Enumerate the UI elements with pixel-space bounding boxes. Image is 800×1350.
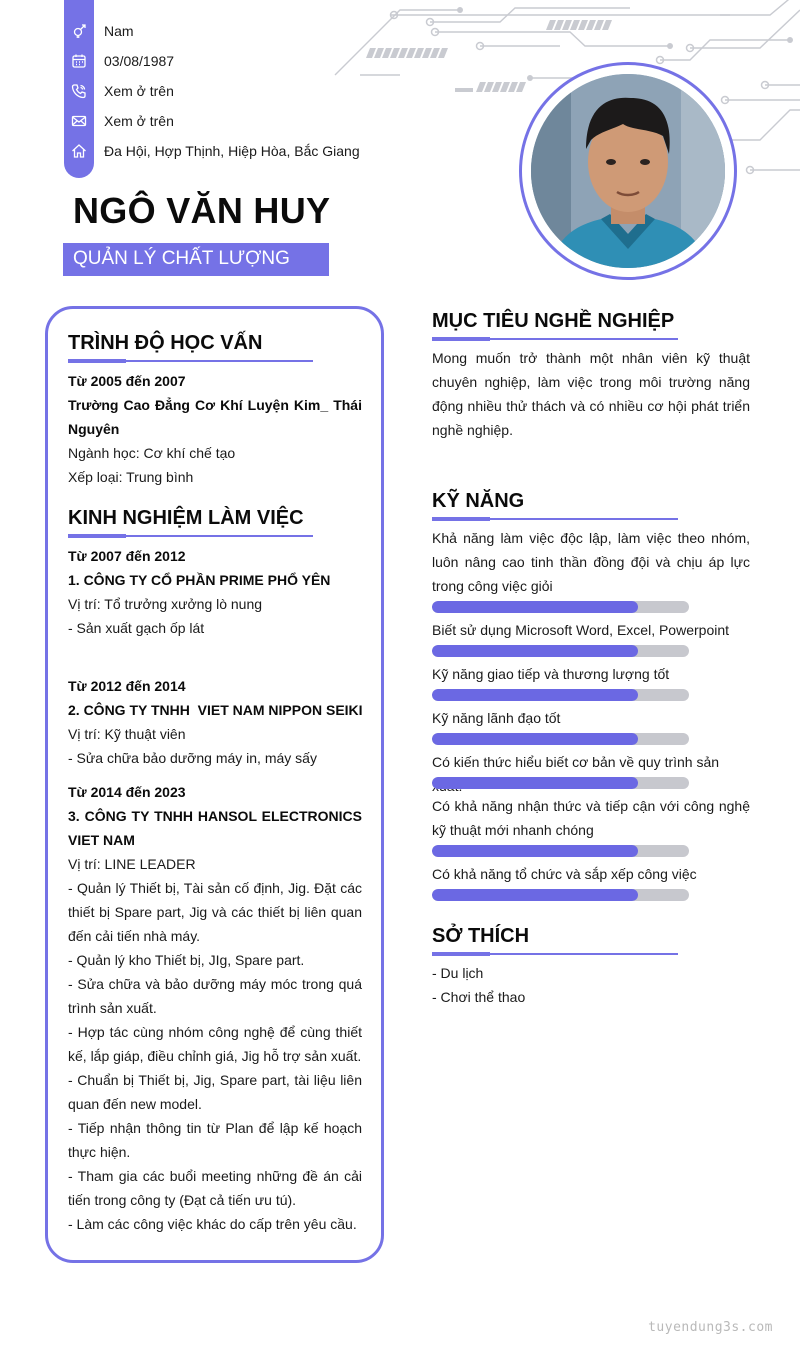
job2-period: Từ 2012 đến 2014 bbox=[68, 678, 186, 694]
job3-duty: - Chuẩn bị Thiết bị, Jig, Spare part, tài liệu liên quan đến new model. bbox=[68, 1072, 362, 1112]
hobby-item: - Chơi thể thao bbox=[432, 989, 526, 1005]
address-text: Đa Hội, Hợp Thịnh, Hiệp Hòa, Bắc Giang bbox=[104, 143, 360, 159]
skill-bar bbox=[432, 889, 689, 901]
education-school: Trường Cao Đẳng Cơ Khí Luyện Kim_ Thái Nguyên bbox=[68, 397, 362, 437]
phone-text: Xem ở trên bbox=[104, 83, 174, 99]
skill-label: Khả năng làm việc độc lập, làm việc theo nhóm, luôn nâng cao tinh thần đồng đội và chịu áp lực trong công việc giỏi bbox=[432, 530, 750, 594]
avatar bbox=[531, 74, 725, 268]
birthday-text: 03/08/1987 bbox=[104, 53, 175, 69]
job2-company: 2. CÔNG TY TNHH VIET NAM NIPPON SEIKI bbox=[68, 702, 363, 718]
gender-icon bbox=[64, 16, 94, 46]
candidate-name: NGÔ VĂN HUY bbox=[73, 190, 331, 231]
objective-text: Mong muốn trở thành một nhân viên kỹ thuật chuyên nghiệp, làm việc trong môi trường năng động nhiều thử thách và có nhiều cơ hội phát triển nghề nghiệp. bbox=[432, 350, 750, 438]
skill-label: Biết sử dụng Microsoft Word, Excel, Powerpoint bbox=[432, 622, 730, 638]
job3-company: 3. CÔNG TY TNHH HANSOL ELECTRONICS VIET NAM bbox=[68, 808, 362, 848]
education-underline bbox=[68, 360, 313, 362]
skills-underline bbox=[432, 518, 678, 520]
mail-icon bbox=[64, 106, 94, 136]
gender-text: Nam bbox=[104, 23, 134, 39]
job3-duty: - Tham gia các buổi meeting những đề án cải tiến trong công ty (Đạt cả tiến ưu tú). bbox=[68, 1168, 362, 1208]
job3-position: Vị trí: LINE LEADER bbox=[68, 856, 196, 872]
skill-label: Có khả năng nhận thức và tiếp cận với công nghệ kỹ thuật mới nhanh chóng bbox=[432, 798, 750, 838]
education-grade: Xếp loại: Trung bình bbox=[68, 469, 194, 485]
hobbies-title: SỞ THÍCH bbox=[432, 925, 530, 947]
contact-address bbox=[64, 136, 360, 166]
job3-duty: - Sửa chữa và bảo dưỡng máy móc trong quá trình sản xuất. bbox=[68, 976, 362, 1016]
calendar-icon bbox=[64, 46, 94, 76]
skill-bar-fill bbox=[432, 777, 638, 789]
job1-duty: - Sản xuất gạch ốp lát bbox=[68, 620, 205, 636]
skill-bar-fill bbox=[432, 845, 638, 857]
job3-duty: - Làm các công việc khác do cấp trên yêu cầu. bbox=[68, 1216, 357, 1232]
contact-gender bbox=[64, 16, 134, 46]
job1-period: Từ 2007 đến 2012 bbox=[68, 548, 186, 564]
job1-company: 1. CÔNG TY CỔ PHẦN PRIME PHỔ YÊN bbox=[68, 572, 331, 588]
experience-title: KINH NGHIỆM LÀM VIỆC bbox=[68, 507, 304, 529]
skill-label: Có khả năng tổ chức và sắp xếp công việc bbox=[432, 866, 697, 882]
contact-birthday bbox=[64, 46, 174, 76]
skill-label: Có kiến thức hiểu biết cơ bản về quy trình sản bbox=[432, 754, 720, 770]
education-title: TRÌNH ĐỘ HỌC VẤN bbox=[68, 332, 263, 354]
contact-phone bbox=[64, 76, 174, 106]
skill-bar bbox=[432, 733, 689, 745]
position-banner bbox=[63, 243, 329, 276]
job3-duty: - Quản lý kho Thiết bị, JIg, Spare part. bbox=[68, 952, 305, 968]
position-title: QUẢN LÝ CHẤT LƯỢNG bbox=[73, 248, 290, 269]
job3-duty: - Hợp tác cùng nhóm công nghệ để cùng thiết kế, lắp giáp, điều chỉnh giá, Jig hỗ trợ sản xuất. bbox=[68, 1024, 362, 1064]
skill-label: Kỹ năng giao tiếp và thương lượng tốt bbox=[432, 666, 670, 682]
skills-title: KỸ NĂNG bbox=[432, 490, 525, 512]
skill-bar bbox=[432, 601, 689, 613]
home-icon bbox=[64, 136, 94, 166]
watermark: tuyendung3s.com bbox=[648, 1320, 773, 1335]
skill-bar bbox=[432, 777, 689, 789]
contact-email bbox=[64, 106, 174, 136]
job2-duty: - Sửa chữa bảo dưỡng máy in, máy sấy bbox=[68, 750, 317, 766]
skill-bar-fill bbox=[432, 733, 638, 745]
phone-icon bbox=[64, 76, 94, 106]
job3-period: Từ 2014 đến 2023 bbox=[68, 784, 186, 800]
email-text: Xem ở trên bbox=[104, 113, 174, 129]
job3-duty: - Quản lý Thiết bị, Tài sản cố định, Jig. Đặt các thiết bị Spare part, Jig và các thiết bị liên quan đến cải tiến nhà máy. bbox=[68, 880, 362, 944]
skill-bar bbox=[432, 845, 689, 857]
job1-position: Vị trí: Tổ trưởng xưởng lò nung bbox=[68, 596, 263, 612]
objective-title: MỤC TIÊU NGHỀ NGHIỆP bbox=[432, 310, 675, 332]
skill-bar-fill bbox=[432, 645, 638, 657]
job2-position: Vị trí: Kỹ thuật viên bbox=[68, 726, 186, 742]
skill-bar bbox=[432, 689, 689, 701]
job3-duty: - Tiếp nhận thông tin từ Plan để lập kế hoạch thực hiện. bbox=[68, 1120, 362, 1160]
hobbies-underline bbox=[432, 953, 678, 955]
hobby-item: - Du lịch bbox=[432, 965, 484, 981]
education-period: Từ 2005 đến 2007 bbox=[68, 373, 186, 389]
skill-label: Kỹ năng lãnh đạo tốt bbox=[432, 710, 561, 726]
objective-underline bbox=[432, 338, 678, 340]
experience-underline bbox=[68, 535, 313, 537]
skill-bar-fill bbox=[432, 689, 638, 701]
skill-bar-fill bbox=[432, 889, 638, 901]
skill-bar-fill bbox=[432, 601, 638, 613]
skill-bar bbox=[432, 645, 689, 657]
education-major: Ngành học: Cơ khí chế tạo bbox=[68, 445, 236, 461]
